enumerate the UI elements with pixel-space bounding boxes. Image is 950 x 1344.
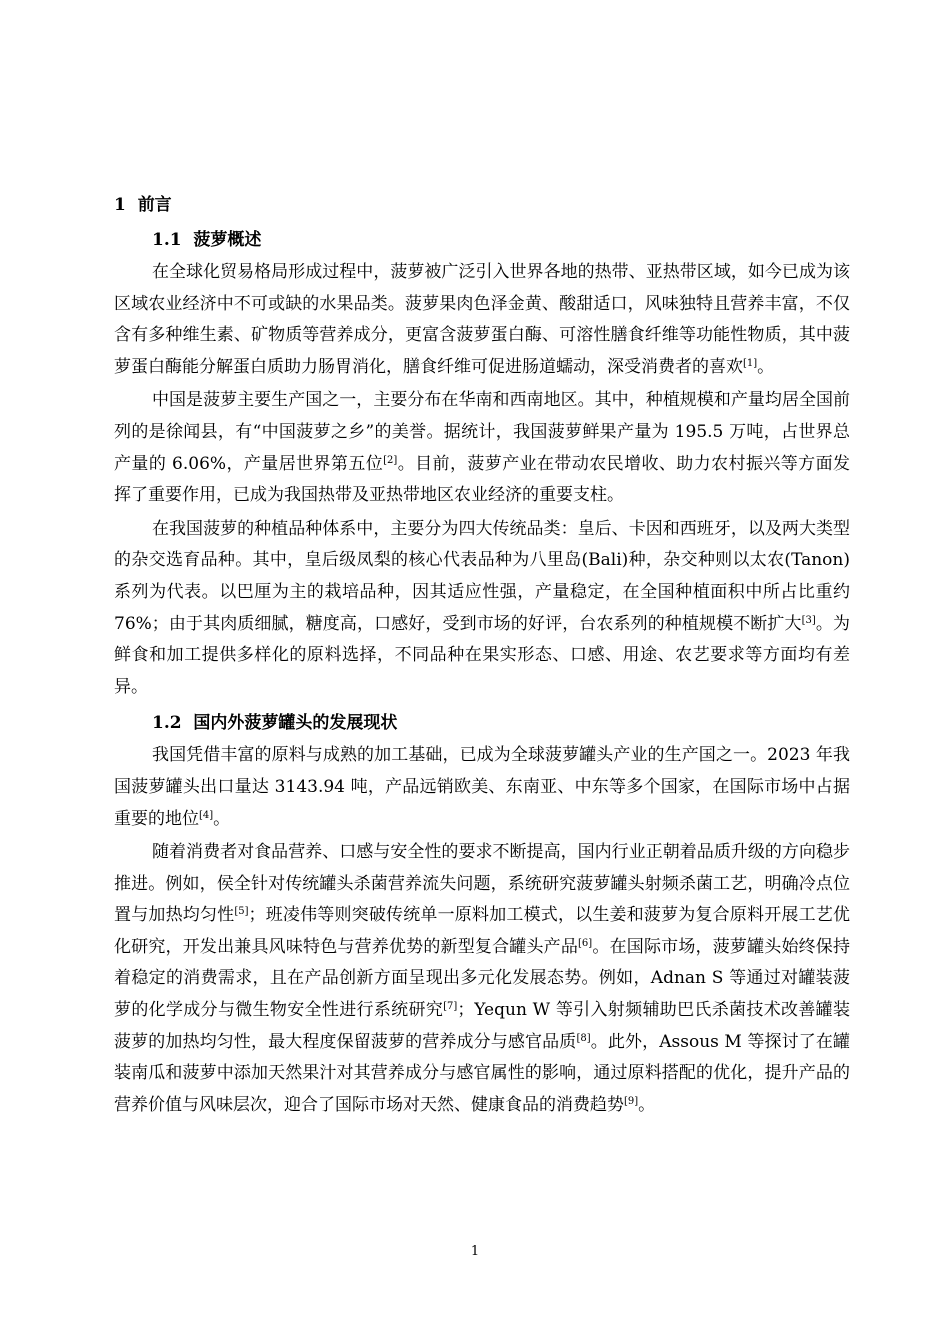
section-heading bbox=[114, 190, 850, 220]
page-number: 1 bbox=[470, 1244, 480, 1259]
citation-reference: [7] bbox=[443, 1001, 458, 1013]
document-body bbox=[114, 190, 850, 1121]
citation-reference: [9] bbox=[624, 1095, 639, 1107]
subsection-number: 1.1 bbox=[152, 230, 182, 250]
citation-reference: [4] bbox=[199, 809, 214, 821]
subsection-heading bbox=[152, 225, 850, 255]
paragraph-text: ；班凌伟等则突破传统单一原料加工模式，以生姜和菠萝为复合原料开展工艺优化研究，开发出兼具风味特色与营养优势的新型复合罐头产品 bbox=[114, 905, 851, 957]
subsection-title: 国内外菠萝罐头的发展现状 bbox=[193, 713, 398, 734]
paragraph-text: 。在国际市场，菠萝罐头始终保持着稳定的消费需求，且在产品创新方面呈现出多元化发展态势。例如，Adnan S 等通过对罐装菠萝的化学成分与微生物安全性进行系统研究 bbox=[114, 936, 850, 1021]
paragraph-text: 我国凭借丰富的原料与成熟的加工基础，已成为全球菠萝罐头产业的生产国之一。2023 年我国菠萝罐头出口量达 3143.94 吨，产品远销欧美、东南亚、中东等多个国家，在国际市场中占据重要的地位 bbox=[114, 745, 850, 829]
subsection-title: 菠萝概述 bbox=[193, 230, 262, 250]
subsection-heading bbox=[152, 708, 850, 738]
paragraph-text: 中国是菠萝主要生产国之一，主要分布在华南和西南地区。其中，种植规模和产量均居全国前列的是徐闻县，有“中国菠萝之乡”的美誉。据统计，我国菠萝鲜果产量为 195.5 万吨，占世界总产量的 6.06%，产量居世界第五位 bbox=[114, 390, 850, 474]
body-paragraph bbox=[114, 385, 850, 511]
paragraph-text: 。 bbox=[757, 356, 775, 377]
paragraph-text: 在我国菠萝的种植品种体系中，主要分为四大传统品类：皇后、卡因和西班牙，以及两大类型的杂交选育品种。其中，皇后级凤梨的核心代表品种为八里岛(Bali)种，杂交种则以太农(Tanon)系列为代表。以巴厘为主的栽培品种，因其适应性强，产量稳定，在全国种植面积中所占比重约 76%；由于其肉质细腻，糖度高，口感好，受到市场的好评，台农系列的种植规模不断扩大 bbox=[114, 518, 850, 634]
citation-reference: [1] bbox=[743, 357, 758, 369]
body-paragraph bbox=[114, 514, 850, 704]
paragraph-text: 在全球化贸易格局形成过程中，菠萝被广泛引入世界各地的热带、亚热带区域，如今已成为该区域农业经济中不可或缺的水果品类。菠萝果肉色泽金黄、酸甜适口，风味独特且营养丰富，不仅含有多种维生素、矿物质等营养成分，更富含菠萝蛋白酶、可溶性膳食纤维等功能性物质，其中菠萝蛋白酶能分解蛋白质助力肠胃消化，膳食纤维可促进肠道蠕动，深受消费者的喜欢 bbox=[114, 262, 850, 377]
citation-reference: [5] bbox=[234, 906, 249, 918]
paragraph-text: 。此外，Assous M 等探讨了在罐装南瓜和菠萝中添加天然果汁对其营养成分与感官属性的影响，通过原料搭配的优化，提升产品的营养价值与风味层次，迎合了国际市场对天然、健康食品的消费趋势 bbox=[114, 1031, 851, 1115]
subsection-number: 1.2 bbox=[152, 713, 182, 734]
body-paragraph bbox=[114, 257, 850, 383]
section-number: 1 bbox=[114, 195, 126, 215]
citation-reference: [6] bbox=[578, 937, 593, 949]
paragraph-text: ；Yequn W 等引入射频辅助巴氏杀菌技术改善罐装菠萝的加热均匀性，最大程度保留菠萝的营养成分与感官品质 bbox=[114, 1000, 850, 1052]
paragraph-text: 随着消费者对食品营养、口感与安全性的要求不断提高，国内行业正朝着品质升级的方向稳步推进。例如，侯全针对传统罐头杀菌营养流失问题，系统研究菠萝罐头射频杀菌工艺，明确冷点位置与加热均匀性 bbox=[114, 842, 850, 926]
section-title: 前言 bbox=[137, 195, 172, 215]
citation-reference: [2] bbox=[383, 454, 398, 466]
paragraph-text: 。目前，菠萝产业在带动农民增收、助力农村振兴等方面发挥了重要作用，已成为我国热带及亚热带地区农业经济的重要支柱。 bbox=[114, 453, 850, 506]
paragraph-text: 。 bbox=[638, 1094, 656, 1115]
paragraph-text: 。为鲜食和加工提供多样化的原料选择，不同品种在果实形态、口感、用途、农艺要求等方面均有差异。 bbox=[114, 613, 850, 697]
citation-reference: [8] bbox=[576, 1032, 591, 1044]
body-paragraph bbox=[114, 740, 850, 835]
body-paragraph bbox=[114, 837, 850, 1121]
citation-reference: [3] bbox=[801, 614, 816, 626]
paragraph-text: 。 bbox=[213, 808, 231, 829]
